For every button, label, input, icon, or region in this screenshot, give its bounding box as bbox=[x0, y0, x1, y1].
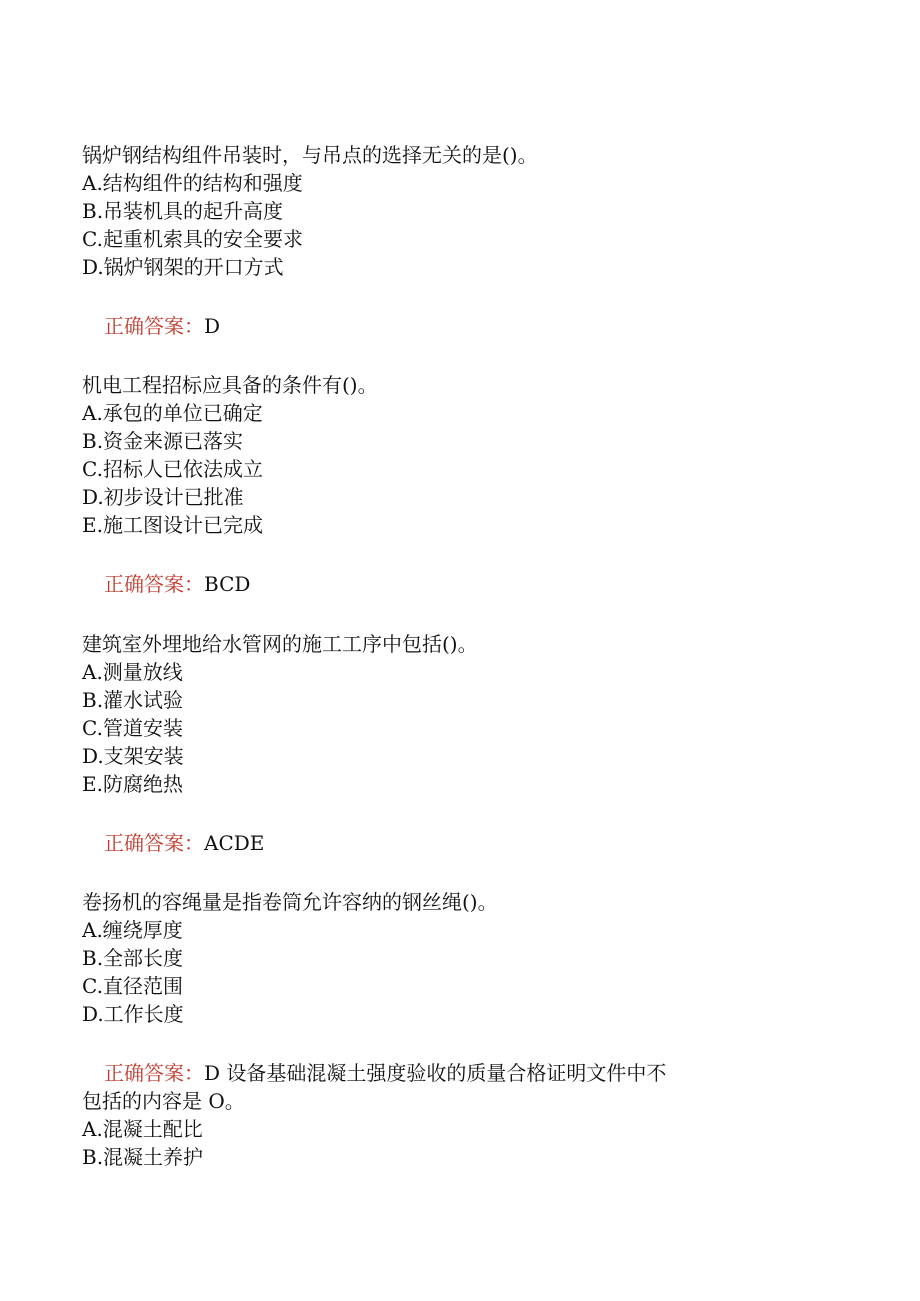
question-1-option-a: A.结构组件的结构和强度 bbox=[82, 171, 303, 195]
question-4-option-d: D.工作长度 bbox=[82, 1002, 184, 1026]
question-2-option-e: E.施工图设计已完成 bbox=[82, 513, 263, 537]
question-3-option-d: D.支架安装 bbox=[82, 744, 184, 768]
question-3-option-e: E.防腐绝热 bbox=[82, 772, 183, 796]
question-5-stem-continuation: 包括的内容是 O。 bbox=[82, 1089, 245, 1113]
question-5-option-a: A.混凝土配比 bbox=[82, 1117, 203, 1141]
question-5-option-b: B.混凝土养护 bbox=[82, 1145, 204, 1169]
question-2-option-d: D.初步设计已批准 bbox=[82, 485, 244, 509]
answer-value: D 设备基础混凝土强度验收的质量合格证明文件中不 bbox=[204, 1061, 667, 1085]
question-3-stem: 建筑室外埋地给水管网的施工工序中包括()。 bbox=[82, 632, 478, 656]
question-2-stem: 机电工程招标应具备的条件有()。 bbox=[82, 373, 378, 397]
question-3-option-a: A.测量放线 bbox=[82, 660, 183, 684]
question-1-option-c: C.起重机索具的安全要求 bbox=[82, 227, 303, 251]
answer-label: 正确答案： bbox=[104, 314, 204, 338]
question-4-option-b: B.全部长度 bbox=[82, 946, 184, 970]
answer-value: D bbox=[204, 314, 221, 338]
question-1-option-b: B.吊装机具的起升高度 bbox=[82, 199, 284, 223]
question-3-option-b: B.灌水试验 bbox=[82, 688, 184, 712]
question-1-stem: 锅炉钢结构组件吊装时，与吊点的选择无关的是()。 bbox=[82, 143, 538, 167]
question-4-option-a: A.缠绕厚度 bbox=[82, 918, 183, 942]
question-3-answer bbox=[104, 829, 264, 857]
question-4-answer bbox=[104, 1059, 666, 1087]
answer-label: 正确答案： bbox=[104, 831, 204, 855]
question-3-option-c: C.管道安装 bbox=[82, 716, 183, 740]
answer-label: 正确答案： bbox=[104, 572, 204, 596]
question-1-answer bbox=[104, 312, 220, 340]
answer-label: 正确答案： bbox=[104, 1061, 204, 1085]
question-2-answer bbox=[104, 570, 250, 598]
answer-value: BCD bbox=[204, 572, 251, 596]
question-2-option-b: B.资金来源已落实 bbox=[82, 429, 244, 453]
question-4-option-c: C.直径范围 bbox=[82, 974, 183, 998]
question-2-option-c: C.招标人已依法成立 bbox=[82, 457, 263, 481]
question-2-option-a: A.承包的单位已确定 bbox=[82, 401, 263, 425]
question-4-stem: 卷扬机的容绳量是指卷筒允许容纳的钢丝绳()。 bbox=[82, 890, 498, 914]
answer-value: ACDE bbox=[204, 831, 265, 855]
question-1-option-d: D.锅炉钢架的开口方式 bbox=[82, 255, 284, 279]
